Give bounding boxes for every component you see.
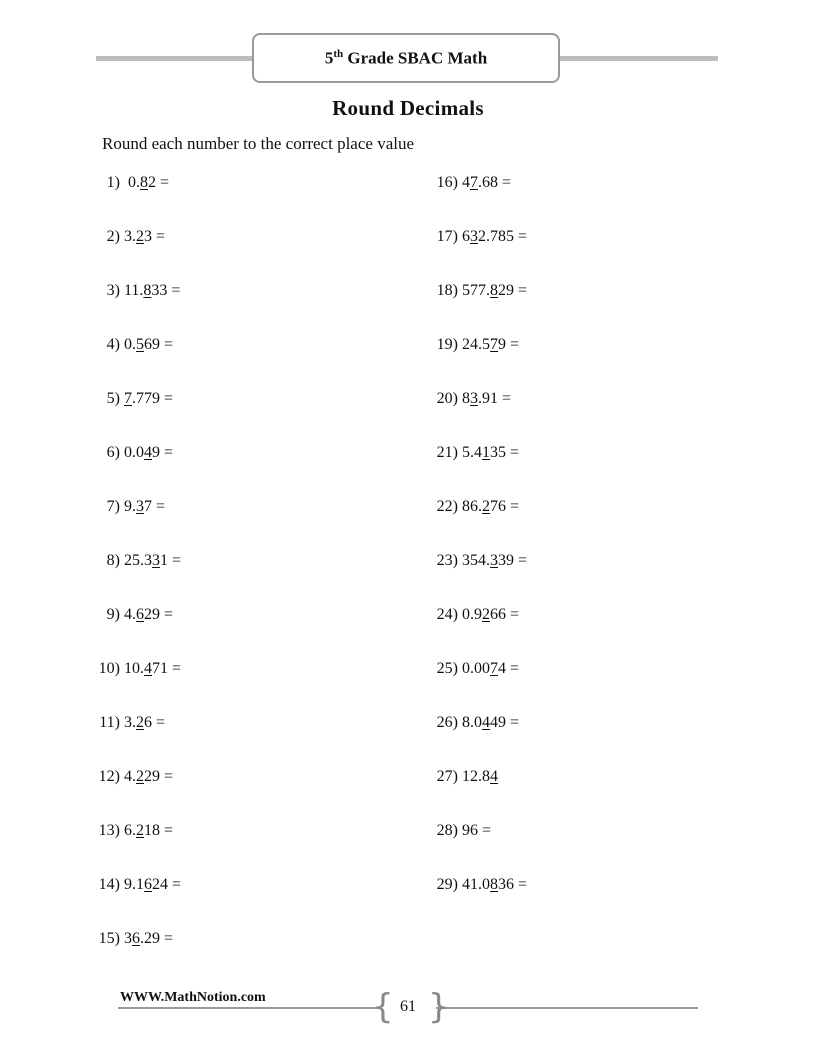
problem-number: 19) bbox=[436, 336, 458, 353]
problem-number: 26) bbox=[436, 714, 458, 731]
underlined-digit: 4 bbox=[144, 444, 152, 461]
problem-expression bbox=[462, 606, 519, 623]
problem-item bbox=[430, 336, 519, 354]
problem-expression bbox=[462, 444, 519, 461]
problem-item bbox=[430, 498, 519, 516]
footer-bracket-left: { bbox=[372, 987, 394, 1027]
expression-pre: 577. bbox=[462, 282, 490, 299]
problem-expression bbox=[124, 552, 181, 569]
problem-expression bbox=[124, 390, 173, 407]
expression-post: 9 = bbox=[498, 336, 520, 353]
problem-expression bbox=[462, 228, 527, 245]
underlined-digit: 4 bbox=[482, 714, 490, 731]
problem-item bbox=[94, 876, 181, 894]
expression-pre: 5.4 bbox=[462, 444, 482, 461]
problem-expression bbox=[462, 714, 519, 731]
problem-number: 1) bbox=[106, 174, 120, 191]
header-grade-suffix: th bbox=[333, 47, 344, 60]
problem-expression bbox=[124, 714, 165, 731]
problem-expression bbox=[124, 876, 181, 893]
problem-expression bbox=[462, 390, 511, 407]
problem-item bbox=[94, 822, 173, 840]
expression-pre: 10. bbox=[124, 660, 144, 677]
problem-expression bbox=[124, 336, 173, 353]
problem-item bbox=[430, 282, 527, 300]
underlined-digit: 7 bbox=[124, 390, 132, 407]
problem-expression bbox=[462, 822, 491, 839]
problem-expression bbox=[462, 876, 527, 893]
expression-post: 29 = bbox=[144, 768, 174, 785]
header-title bbox=[325, 48, 487, 69]
footer-bracket-right: } bbox=[428, 987, 450, 1027]
expression-post: 3 = bbox=[144, 228, 166, 245]
problem-expression bbox=[124, 228, 165, 245]
expression-pre: 12.8 bbox=[462, 768, 490, 785]
underlined-digit: 2 bbox=[482, 498, 490, 515]
problem-item bbox=[94, 768, 173, 786]
expression-pre: 86. bbox=[462, 498, 482, 515]
problem-number: 16) bbox=[436, 174, 458, 191]
underlined-digit: 7 bbox=[490, 336, 498, 353]
underlined-digit: 8 bbox=[140, 174, 148, 191]
problem-expression bbox=[124, 282, 180, 299]
problem-item bbox=[94, 930, 173, 948]
expression-post: 39 = bbox=[498, 552, 528, 569]
problem-number: 12) bbox=[98, 768, 120, 785]
problem-expression bbox=[462, 660, 519, 677]
problem-expression bbox=[462, 336, 519, 353]
expression-pre: 9.1 bbox=[124, 876, 144, 893]
expression-post: 29 = bbox=[144, 606, 174, 623]
problem-item bbox=[430, 768, 498, 786]
problem-expression bbox=[124, 498, 165, 515]
underlined-digit: 8 bbox=[490, 282, 498, 299]
expression-post: 24 = bbox=[152, 876, 182, 893]
expression-post: 6 = bbox=[470, 822, 492, 839]
underlined-digit: 7 bbox=[490, 660, 498, 677]
problem-item bbox=[94, 336, 173, 354]
expression-pre: 0. bbox=[124, 174, 140, 191]
problem-number: 7) bbox=[106, 498, 120, 515]
underlined-digit: 8 bbox=[143, 282, 152, 299]
underlined-digit: 6 bbox=[136, 606, 144, 623]
expression-pre: 3. bbox=[124, 714, 136, 731]
expression-pre: 25.3 bbox=[124, 552, 152, 569]
expression-pre: 0.9 bbox=[462, 606, 482, 623]
problem-number: 6) bbox=[106, 444, 120, 461]
problem-item bbox=[430, 822, 491, 840]
expression-post: 36 = bbox=[498, 876, 528, 893]
underlined-digit: 4 bbox=[490, 768, 498, 785]
underlined-digit: 3 bbox=[470, 228, 478, 245]
expression-pre: 3. bbox=[124, 228, 136, 245]
header-title-box bbox=[252, 33, 560, 83]
problem-item bbox=[430, 444, 519, 462]
expression-post: .91 = bbox=[478, 390, 512, 407]
expression-pre: 24.5 bbox=[462, 336, 490, 353]
underlined-digit: 4 bbox=[144, 660, 152, 677]
expression-pre: 11. bbox=[124, 282, 144, 299]
underlined-digit: 1 bbox=[482, 444, 490, 461]
expression-post: 9 = bbox=[152, 444, 174, 461]
expression-post: .68 = bbox=[478, 174, 512, 191]
problem-number: 28) bbox=[436, 822, 458, 839]
problem-expression bbox=[462, 498, 519, 515]
problem-number: 8) bbox=[106, 552, 120, 569]
expression-post: 2 = bbox=[148, 174, 170, 191]
problem-number: 15) bbox=[98, 930, 120, 947]
expression-post: 35 = bbox=[490, 444, 520, 461]
problem-item bbox=[430, 714, 519, 732]
problem-number: 11) bbox=[99, 714, 120, 731]
problem-item bbox=[94, 714, 165, 732]
underlined-digit: 6 bbox=[144, 876, 152, 893]
underlined-digit: 3 bbox=[490, 552, 498, 569]
problem-expression bbox=[124, 606, 173, 623]
expression-pre: 9 bbox=[462, 822, 470, 839]
underlined-digit: 5 bbox=[136, 336, 144, 353]
problem-number: 29) bbox=[436, 876, 458, 893]
problem-number: 4) bbox=[106, 336, 120, 353]
underlined-digit: 7 bbox=[470, 174, 478, 191]
expression-pre: 8 bbox=[462, 390, 470, 407]
problem-number: 23) bbox=[436, 552, 458, 569]
problem-expression bbox=[124, 822, 173, 839]
expression-pre: 0.0 bbox=[124, 444, 144, 461]
expression-post: .29 = bbox=[140, 930, 174, 947]
problem-item bbox=[94, 174, 169, 192]
problem-item bbox=[94, 390, 173, 408]
header-rule-right bbox=[560, 56, 718, 61]
problem-number: 14) bbox=[98, 876, 120, 893]
expression-post: 6 = bbox=[144, 714, 166, 731]
header-rule-left bbox=[96, 56, 254, 61]
expression-post: 7 = bbox=[144, 498, 166, 515]
problem-number: 25) bbox=[436, 660, 458, 677]
page-number: 61 bbox=[400, 998, 416, 1015]
header-grade-number: 5 bbox=[324, 48, 334, 68]
problem-number: 17) bbox=[436, 228, 458, 245]
expression-post: 33 = bbox=[151, 282, 181, 299]
problem-item bbox=[430, 876, 527, 894]
expression-pre: 41.0 bbox=[462, 876, 490, 893]
problem-item bbox=[94, 498, 165, 516]
problem-number: 24) bbox=[436, 606, 458, 623]
underlined-digit: 3 bbox=[152, 552, 160, 569]
expression-post: 29 = bbox=[498, 282, 528, 299]
underlined-digit: 2 bbox=[136, 714, 144, 731]
underlined-digit: 6 bbox=[132, 930, 140, 947]
problem-number: 21) bbox=[436, 444, 458, 461]
problem-expression bbox=[124, 660, 181, 677]
underlined-digit: 2 bbox=[136, 822, 144, 839]
expression-post: 76 = bbox=[490, 498, 520, 515]
problem-item bbox=[94, 444, 173, 462]
problem-item bbox=[430, 606, 519, 624]
expression-post: 69 = bbox=[144, 336, 174, 353]
expression-pre: 4. bbox=[124, 606, 136, 623]
underlined-digit: 8 bbox=[490, 876, 498, 893]
problem-item bbox=[430, 660, 519, 678]
underlined-digit: 2 bbox=[136, 228, 144, 245]
problem-item bbox=[430, 390, 511, 408]
problem-item bbox=[430, 552, 527, 570]
underlined-digit: 2 bbox=[136, 768, 144, 785]
problem-item bbox=[94, 660, 181, 678]
expression-post: 66 = bbox=[490, 606, 520, 623]
footer-website: WWW.MathNotion.com bbox=[120, 990, 266, 1005]
expression-post: 71 = bbox=[152, 660, 182, 677]
footer-rule-right bbox=[436, 1007, 698, 1009]
expression-pre: 4. bbox=[124, 768, 136, 785]
expression-pre: 8.0 bbox=[462, 714, 482, 731]
expression-post: 2.785 = bbox=[478, 228, 528, 245]
expression-post: .779 = bbox=[132, 390, 174, 407]
problem-expression bbox=[124, 930, 173, 947]
header-title-rest: Grade SBAC Math bbox=[343, 48, 488, 68]
footer-rule-left bbox=[118, 1007, 380, 1009]
problem-expression bbox=[124, 444, 173, 461]
problem-number: 18) bbox=[436, 282, 458, 299]
problem-expression bbox=[124, 768, 173, 785]
problem-number: 20) bbox=[436, 390, 458, 407]
expression-pre: 0.00 bbox=[462, 660, 490, 677]
problem-number: 13) bbox=[98, 822, 120, 839]
problem-number: 2) bbox=[106, 228, 120, 245]
expression-pre: 6 bbox=[462, 228, 470, 245]
problem-expression bbox=[124, 174, 169, 191]
underlined-digit: 3 bbox=[470, 390, 478, 407]
problem-item bbox=[94, 606, 173, 624]
problem-number: 10) bbox=[98, 660, 120, 677]
problem-expression bbox=[462, 174, 511, 191]
problem-expression bbox=[462, 552, 527, 569]
problem-item bbox=[430, 228, 527, 246]
problem-number: 3) bbox=[106, 282, 120, 299]
expression-post: 18 = bbox=[144, 822, 174, 839]
expression-post: 49 = bbox=[490, 714, 520, 731]
problem-expression bbox=[462, 282, 527, 299]
problem-number: 27) bbox=[436, 768, 458, 785]
instructions: Round each number to the correct place value bbox=[102, 134, 415, 153]
expression-pre: 0. bbox=[124, 336, 136, 353]
problem-item bbox=[94, 282, 180, 300]
expression-post: 4 = bbox=[498, 660, 520, 677]
expression-post: 1 = bbox=[160, 552, 182, 569]
expression-pre: 3 bbox=[124, 930, 132, 947]
problem-number: 5) bbox=[106, 390, 120, 407]
problem-number: 9) bbox=[106, 606, 120, 623]
expression-pre: 354. bbox=[462, 552, 490, 569]
expression-pre: 4 bbox=[462, 174, 470, 191]
expression-pre: 6. bbox=[124, 822, 136, 839]
underlined-digit: 3 bbox=[136, 498, 144, 515]
problem-item bbox=[430, 174, 511, 192]
expression-pre: 9. bbox=[124, 498, 136, 515]
problem-expression bbox=[462, 768, 498, 785]
problem-item bbox=[94, 552, 181, 570]
problem-number: 22) bbox=[436, 498, 458, 515]
underlined-digit: 2 bbox=[482, 606, 490, 623]
problem-item bbox=[94, 228, 165, 246]
page-title: Round Decimals bbox=[332, 96, 484, 120]
